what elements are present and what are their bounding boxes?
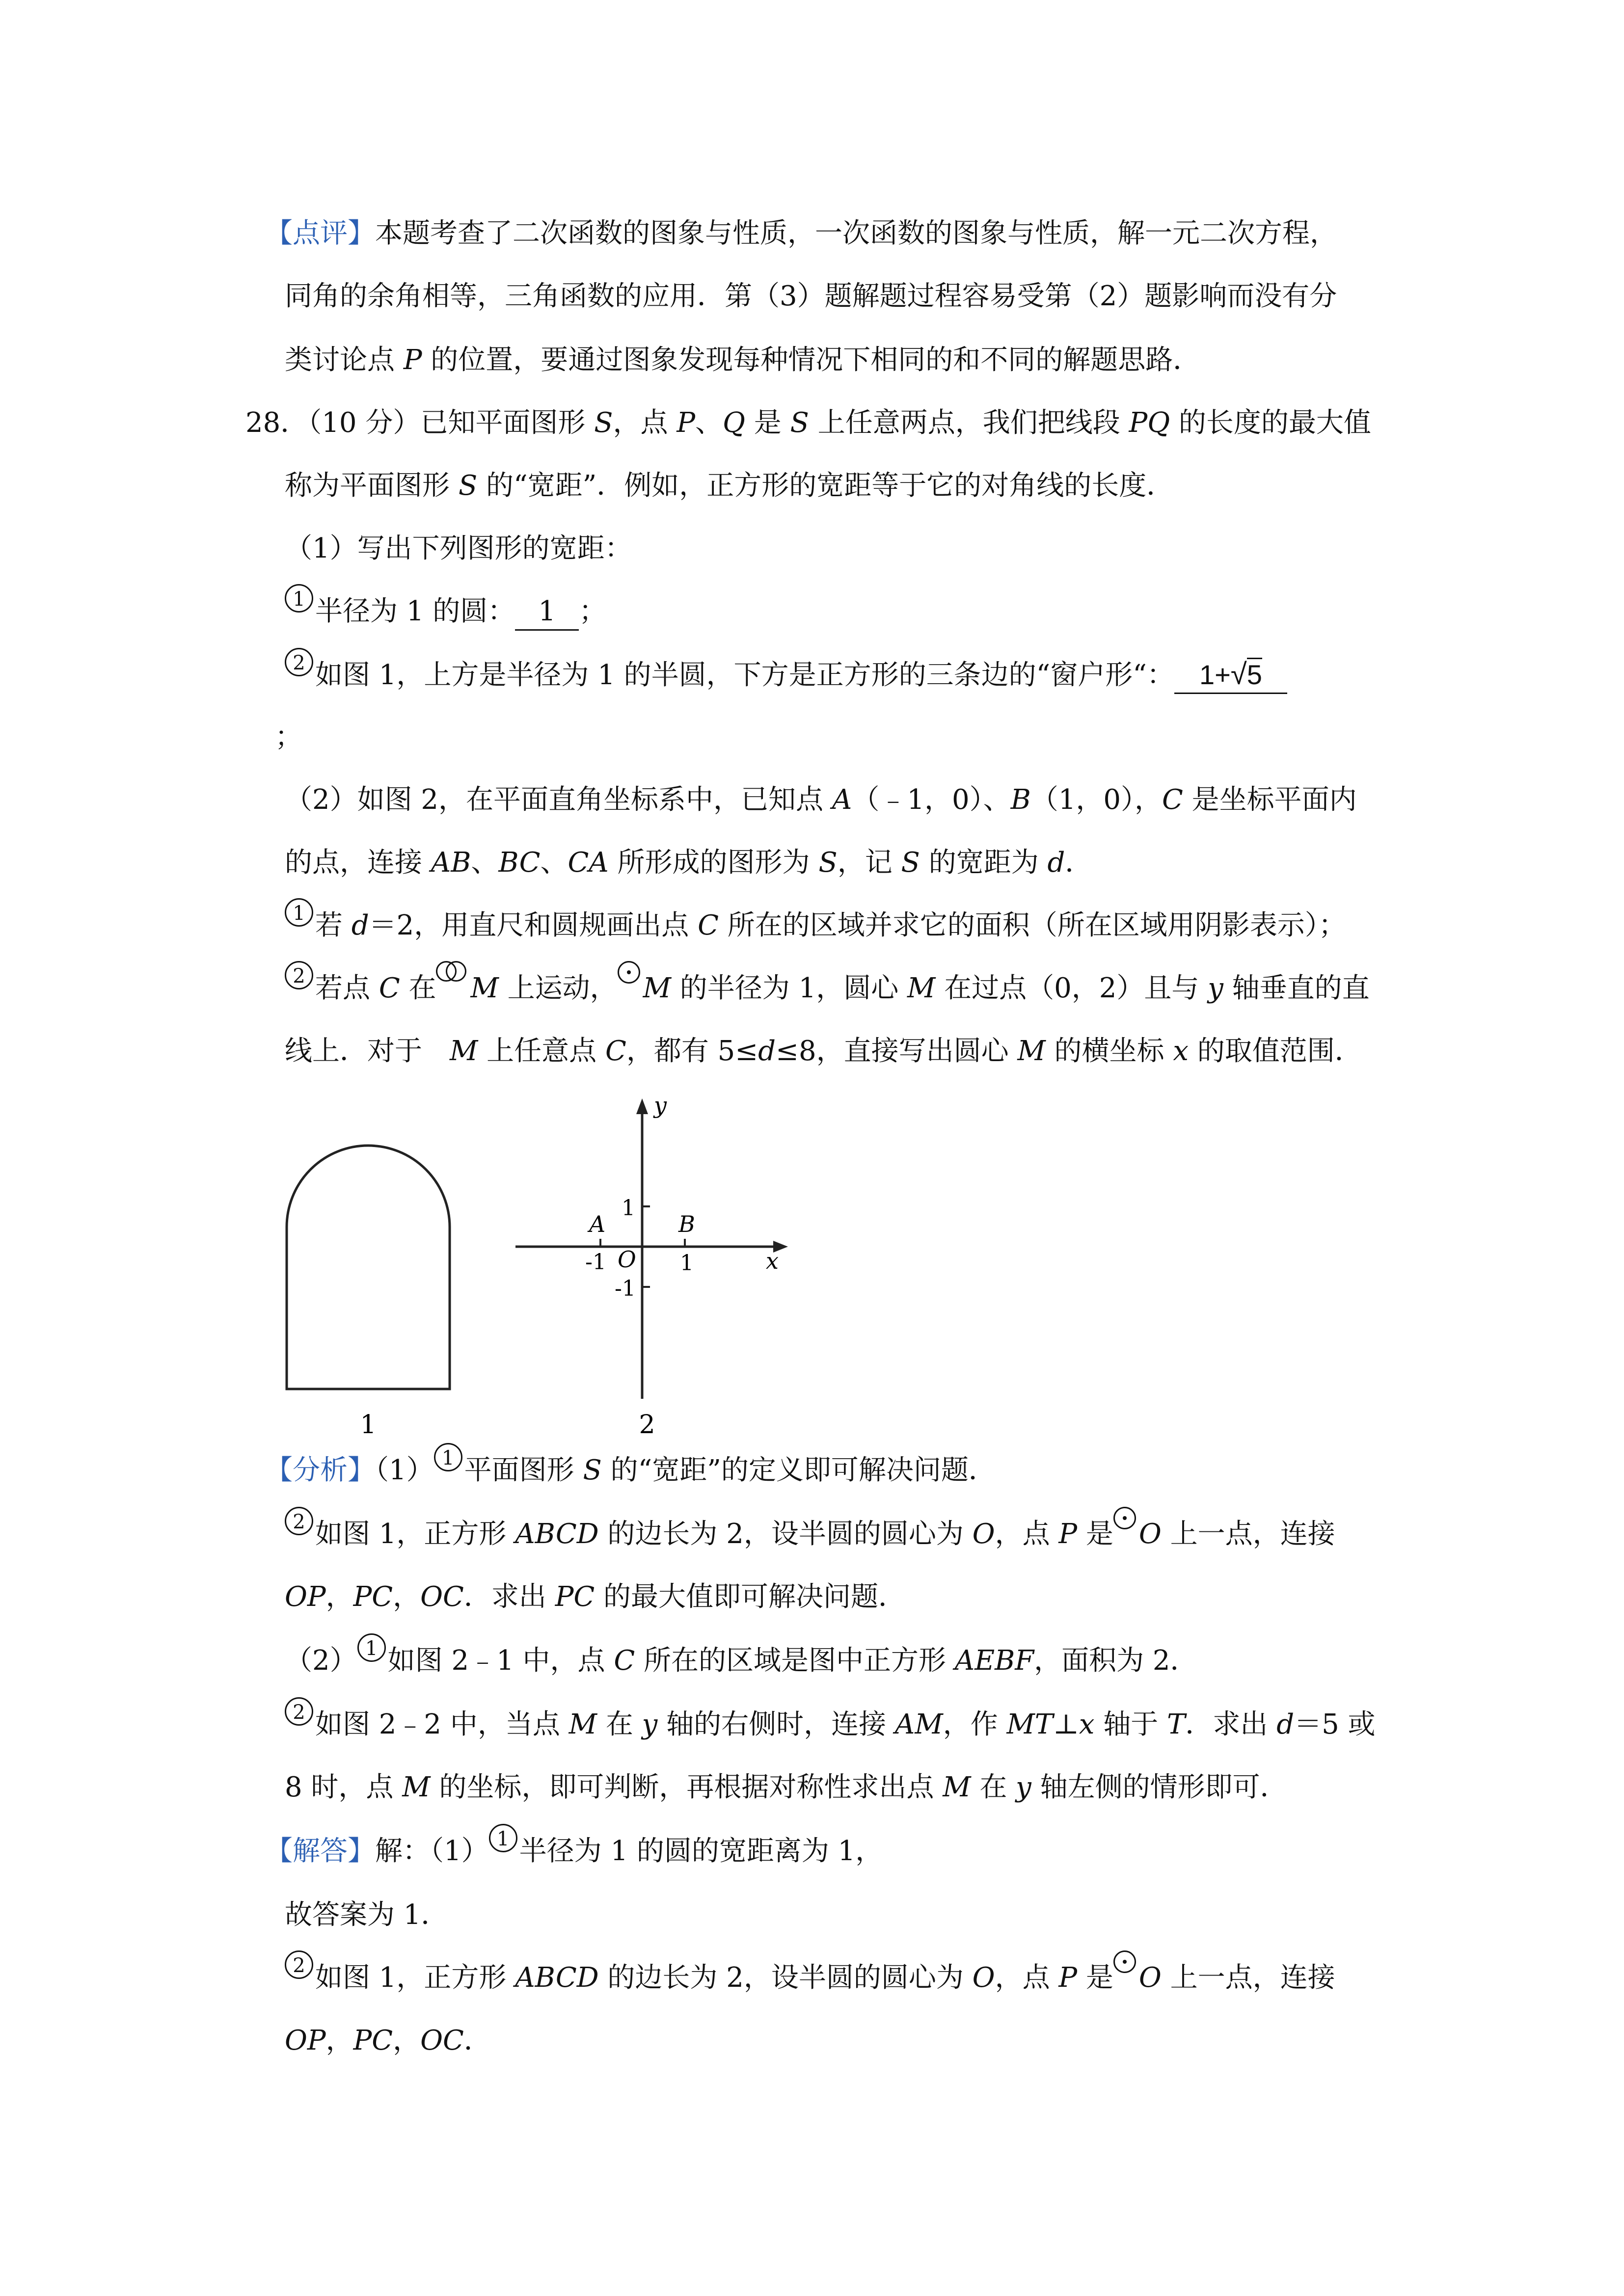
text: 轴于	[1094, 1709, 1167, 1740]
analysis-line-6	[285, 1770, 1288, 1805]
question-line-1	[245, 405, 1371, 441]
circled-number-2: 2	[285, 1950, 313, 1979]
origin-label: O	[618, 1246, 636, 1273]
var-PC: PC	[555, 1581, 595, 1613]
answer-part: 1+	[1199, 659, 1231, 690]
var-d: d	[1276, 1709, 1295, 1740]
text: 的“宽距”的定义即可解决问题．	[601, 1454, 996, 1486]
text: 的坐标，即可判断，再根据对称性求出点	[430, 1771, 943, 1803]
text: 的取值范围．	[1188, 1035, 1362, 1067]
text: 的点，连接	[285, 847, 431, 879]
text: ＝2，用直尺和圆规画出点	[369, 909, 698, 941]
var-M: M	[1017, 1035, 1046, 1067]
text: 上任意两点，我们把线段	[809, 407, 1129, 439]
analysis-line-2	[285, 1511, 1335, 1552]
tick-label-y-neg1: -1	[615, 1276, 636, 1301]
text: 的长度的最大值	[1170, 407, 1371, 439]
part2-line-2	[285, 845, 1092, 881]
circle-dot-icon	[1113, 1507, 1136, 1529]
text: （2）	[285, 1645, 357, 1677]
text: ，	[325, 1581, 353, 1613]
circled-number-2: 2	[285, 1507, 313, 1535]
review-line-3	[285, 343, 1200, 378]
text: 的“宽距”．例如，正方形的宽距等于它的对角线的长度．	[477, 470, 1174, 502]
item1-answer: 1	[515, 594, 579, 631]
text: ，作	[943, 1709, 1007, 1740]
text: 所在的区域是图中正方形	[635, 1645, 955, 1677]
text: 轴的右侧时，连接	[657, 1709, 895, 1740]
text: 在	[971, 1771, 1016, 1803]
var-O: O	[1138, 1518, 1162, 1550]
item2-answer	[1174, 657, 1287, 694]
y-axis-arrow	[636, 1098, 648, 1114]
var-x: x	[1079, 1709, 1095, 1740]
tick-label-x-1: 1	[680, 1251, 694, 1276]
item1-line	[285, 588, 607, 631]
text: ，	[393, 2025, 421, 2056]
sqrt-sign: √	[1230, 658, 1247, 691]
var-AM: AM	[894, 1709, 943, 1740]
solution-line-4	[285, 2023, 491, 2058]
circle-dot-icon	[618, 961, 640, 984]
point-A-label: A	[589, 1211, 606, 1237]
text: 故答案为 1．	[285, 1899, 449, 1931]
var-Q: Q	[723, 407, 745, 439]
analysis-line-1	[265, 1447, 996, 1488]
text: ＝5 或	[1294, 1709, 1376, 1740]
var-M: M	[943, 1771, 971, 1803]
text: 的宽距为	[920, 847, 1048, 879]
text: 所在的区域并求它的面积（所在区域用阴影表示）；	[718, 909, 1346, 941]
var-O: O	[972, 1518, 995, 1550]
question-line-2	[285, 468, 1174, 504]
var-M: M	[450, 1035, 478, 1067]
text: 上一点，连接	[1161, 1518, 1335, 1550]
circled-number-2: 2	[285, 1697, 313, 1726]
analysis-line-5	[285, 1701, 1376, 1742]
analysis-tag: 【分析】	[265, 1454, 375, 1486]
var-C: C	[614, 1645, 635, 1677]
text: 上任意点	[478, 1035, 605, 1067]
analysis-line-4	[285, 1637, 1198, 1679]
var-ABCD: ABCD	[515, 1962, 599, 1994]
text: 的边长为 2，设半圆的圆心为	[598, 1962, 973, 1994]
text: ．求出	[463, 1581, 555, 1613]
text: 如图 1，上方是半径为 1 的半圆，下方是正方形的三条边的“窗户形“：	[315, 659, 1174, 691]
figure-2-coordinate-plane	[511, 1095, 805, 1438]
text: 轴左侧的情形即可．	[1031, 1771, 1288, 1803]
question-number: 28．（10 分）已知平面图形	[245, 407, 595, 439]
text: 、	[540, 847, 568, 879]
text: 半径为 1 的圆：	[315, 595, 515, 627]
var-y: y	[1016, 1771, 1031, 1803]
var-ABCD: ABCD	[515, 1518, 599, 1550]
text: （1）	[375, 1454, 434, 1486]
circled-number-1: 1	[285, 898, 313, 927]
text: ，点	[613, 407, 677, 439]
circle-dot-icon	[1113, 1950, 1136, 1973]
review-text-1: 本题考查了二次函数的图象与性质，一次函数的图象与性质，解一元二次方程，	[375, 217, 1337, 249]
review-line-2	[285, 279, 1337, 314]
var-BC: BC	[498, 847, 541, 879]
text: 、	[471, 847, 499, 879]
text: ，面积为 2．	[1034, 1645, 1198, 1677]
solution-line-3	[285, 1954, 1335, 1996]
text: 线上．对于	[285, 1035, 450, 1067]
text: 是	[745, 407, 790, 439]
part1-heading	[285, 531, 632, 566]
text: 上运动，	[498, 972, 618, 1004]
part2-line-1	[285, 782, 1357, 818]
text: ⊥	[1053, 1709, 1079, 1740]
var-S: S	[583, 1454, 602, 1486]
review-line-1	[265, 216, 1337, 251]
figure-1-window-shape	[275, 1139, 461, 1443]
text: 在	[400, 972, 436, 1004]
var-S: S	[790, 407, 809, 439]
circled-number-2: 2	[285, 961, 313, 989]
var-C: C	[605, 1035, 626, 1067]
var-OC: OC	[420, 1581, 464, 1613]
var-d: d	[758, 1035, 776, 1067]
text: 半径为 1 的圆的宽距离为 1，	[519, 1835, 883, 1867]
var-PQ: PQ	[1129, 407, 1170, 439]
text: （﹣1，0）、	[852, 784, 1011, 816]
var-x: x	[1173, 1035, 1189, 1067]
text: 的边长为 2，设半圆的圆心为	[598, 1518, 973, 1550]
var-y: y	[642, 1709, 658, 1740]
var-d: d	[351, 909, 369, 941]
var-M: M	[402, 1771, 431, 1803]
review-text-3a: 类讨论点	[285, 344, 404, 376]
var-MT: MT	[1006, 1709, 1054, 1740]
var-O: O	[1138, 1962, 1162, 1994]
circled-number-1: 1	[489, 1824, 517, 1852]
var-P: P	[403, 344, 422, 376]
var-S: S	[594, 407, 613, 439]
var-P: P	[677, 407, 695, 439]
text: 是坐标平面内	[1183, 784, 1357, 816]
var-OC: OC	[420, 2025, 464, 2056]
var-M: M	[568, 1709, 597, 1740]
var-A: A	[832, 784, 852, 816]
var-d: d	[1047, 847, 1065, 879]
review-text-3b: 的位置，要通过图象发现每种情况下相同的和不同的解题思路．	[422, 344, 1201, 376]
text: 所形成的图形为	[608, 847, 819, 879]
text: ．	[1065, 847, 1093, 879]
circled-number-2: 2	[285, 648, 313, 676]
sub2-line-1	[285, 965, 1370, 1006]
circled-number-1: 1	[357, 1633, 386, 1662]
semicolon-line	[275, 720, 302, 755]
var-S: S	[458, 470, 478, 502]
text: ，	[393, 1581, 421, 1613]
text: 是	[1077, 1962, 1113, 1994]
var-M: M	[643, 972, 671, 1004]
text: （1）写出下列图形的宽距：	[285, 533, 632, 564]
item2-line	[285, 652, 1287, 694]
var-PC: PC	[353, 2025, 393, 2056]
var-AEBF: AEBF	[954, 1645, 1034, 1677]
radicand: 5	[1247, 658, 1262, 690]
text: 如图 1，正方形	[315, 1962, 515, 1994]
text: 8 时，点	[285, 1771, 403, 1803]
text: 在过点（0，2）且与	[935, 972, 1208, 1004]
circled-number-1: 1	[434, 1443, 462, 1471]
text: 若点	[315, 972, 379, 1004]
sub2-line-2	[285, 1034, 1362, 1069]
var-C: C	[379, 972, 400, 1004]
text: ≤8，直接写出圆心	[776, 1035, 1018, 1067]
text: ，记	[837, 847, 901, 879]
text: 称为平面图形	[285, 470, 459, 502]
var-S: S	[901, 847, 920, 879]
tick-label-y-1: 1	[622, 1196, 635, 1221]
var-M: M	[470, 972, 499, 1004]
text: 的最大值即可解决问题．	[595, 1581, 906, 1613]
x-axis-label: x	[766, 1248, 779, 1274]
text: 、	[695, 407, 723, 439]
text: （2）如图 2，在平面直角坐标系中，已知点	[285, 784, 832, 816]
text: 的半径为 1，圆心	[671, 972, 908, 1004]
analysis-line-3	[285, 1579, 906, 1615]
figure-1-caption: 1	[360, 1410, 377, 1440]
text: ．求出	[1185, 1709, 1277, 1740]
circled-number-1: 1	[285, 584, 313, 613]
var-OP: OP	[285, 1581, 326, 1613]
window-outline	[287, 1146, 450, 1389]
figure-2-caption: 2	[639, 1410, 655, 1438]
var-C: C	[1162, 784, 1183, 816]
text: 如图 2﹣2 中，当点	[315, 1709, 569, 1740]
sub1-line	[285, 902, 1346, 943]
review-text-2: 同角的余角相等，三角函数的应用．第（3）题解题过程容易受第（2）题影响而没有分	[285, 280, 1337, 312]
var-y: y	[1208, 972, 1223, 1004]
var-AB: AB	[431, 847, 471, 879]
text: ，点	[995, 1962, 1059, 1994]
var-B: B	[1010, 784, 1031, 816]
text: ；	[579, 595, 607, 627]
y-axis-label: y	[654, 1095, 667, 1119]
text: 轴垂直的直	[1223, 972, 1370, 1004]
text: 在	[597, 1709, 642, 1740]
text: 的横坐标	[1045, 1035, 1173, 1067]
var-P: P	[1058, 1518, 1078, 1550]
var-S: S	[818, 847, 838, 879]
review-tag: 【点评】	[265, 217, 375, 249]
point-B-label: B	[678, 1211, 695, 1237]
text: ，都有 5≤	[626, 1035, 758, 1067]
text: ，	[325, 2025, 353, 2056]
text: （1，0），	[1030, 784, 1162, 816]
var-OP: OP	[285, 2025, 326, 2056]
text: ，点	[995, 1518, 1059, 1550]
var-C: C	[698, 909, 719, 941]
text: 解：（1）	[375, 1835, 489, 1867]
var-O: O	[972, 1962, 995, 1994]
double-circle-icon	[436, 961, 468, 984]
text: 上一点，连接	[1161, 1962, 1335, 1994]
var-M: M	[907, 972, 936, 1004]
tick-label-x-neg1: -1	[585, 1250, 606, 1275]
text: ．	[463, 2025, 491, 2056]
text: 若	[315, 909, 352, 941]
text: ；	[275, 721, 302, 753]
solution-line-1	[265, 1828, 883, 1869]
var-PC: PC	[353, 1581, 393, 1613]
var-P: P	[1058, 1962, 1078, 1994]
text: 如图 1，正方形	[315, 1518, 515, 1550]
text: 平面图形	[464, 1454, 583, 1486]
var-T: T	[1167, 1709, 1186, 1740]
text: 是	[1077, 1518, 1113, 1550]
var-CA: CA	[568, 847, 609, 879]
text: 如图 2﹣1 中，点	[387, 1645, 614, 1677]
solution-tag: 【解答】	[265, 1835, 375, 1867]
solution-line-2	[285, 1897, 448, 1933]
